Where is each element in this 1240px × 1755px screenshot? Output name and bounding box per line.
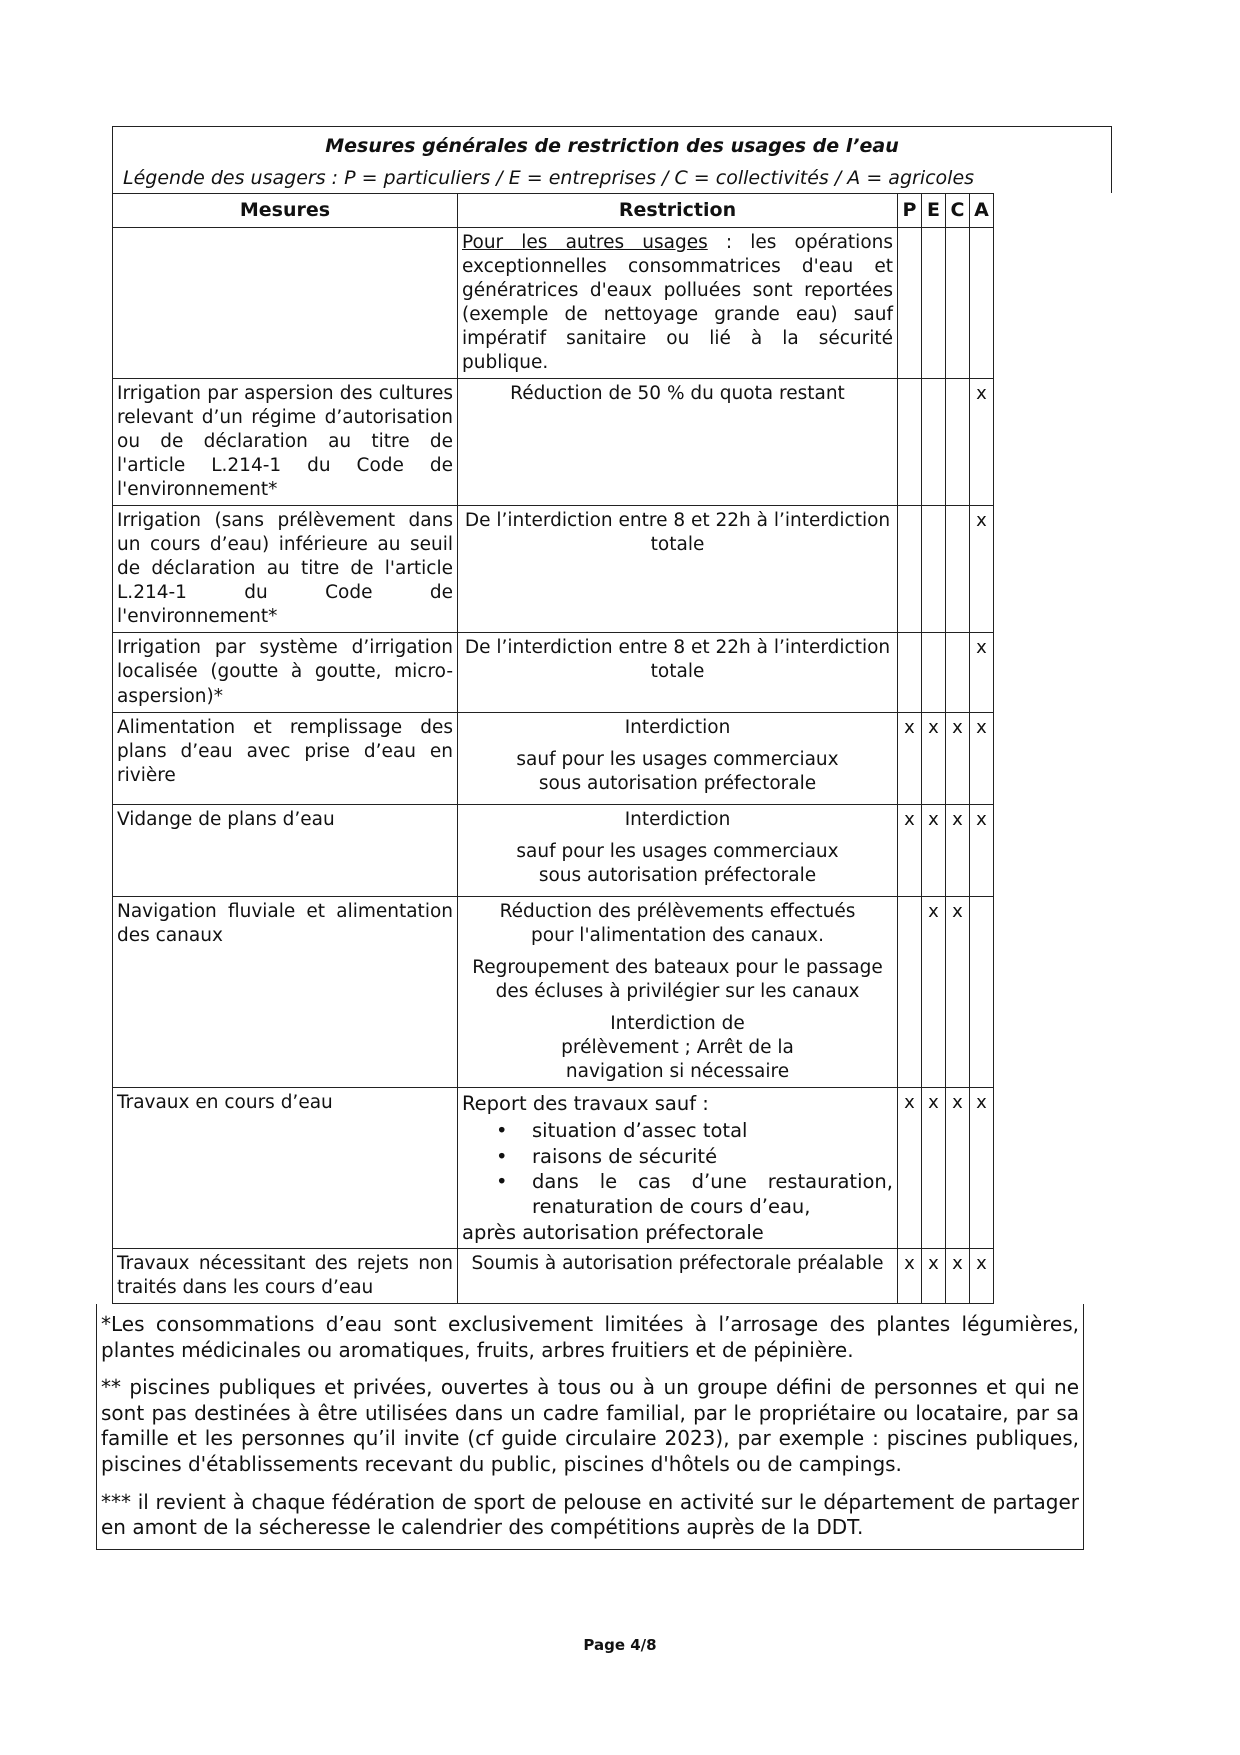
table-spacer bbox=[994, 227, 1113, 378]
page-number: Page 4/8 bbox=[583, 1636, 657, 1654]
cell-c bbox=[946, 506, 970, 633]
document bbox=[101, 126, 1112, 1550]
table-spacer bbox=[994, 712, 1113, 804]
cell-a: x bbox=[970, 378, 994, 505]
cell-p bbox=[898, 506, 922, 633]
restriction-cell bbox=[458, 896, 898, 1087]
cell-p: x bbox=[898, 1087, 922, 1248]
cell-e: x bbox=[922, 804, 946, 896]
cell-c: x bbox=[946, 1087, 970, 1248]
table-row bbox=[113, 896, 1113, 1087]
restriction-line: sauf pour les usages commerciaux sous autorisation préfectorale bbox=[516, 840, 839, 886]
cell-a bbox=[970, 227, 994, 378]
cell-a bbox=[970, 896, 994, 1087]
mesure-cell: Irrigation par aspersion des cultures relevant d’un régime d’autorisation ou de déclaration au titre de l'article L.214-1 du Code de l'environnement* bbox=[113, 378, 458, 505]
restriction-foot: après autorisation préfectorale bbox=[462, 1220, 764, 1244]
list-item: • dans le cas d’une restauration, renaturation de cours d’eau, bbox=[532, 1169, 893, 1220]
table-row bbox=[113, 1248, 1113, 1303]
mesure-cell: Vidange de plans d’eau bbox=[113, 804, 458, 896]
cell-c bbox=[946, 633, 970, 712]
mesure-cell: Travaux nécessitant des rejets non traités dans les cours d’eau bbox=[113, 1248, 458, 1303]
cell-e: x bbox=[922, 1248, 946, 1303]
cell-p bbox=[898, 896, 922, 1087]
cell-p bbox=[898, 227, 922, 378]
cell-a: x bbox=[970, 633, 994, 712]
restriction-line: Regroupement des bateaux pour le passage des écluses à privilégier sur les canaux bbox=[472, 956, 883, 1002]
restriction-bullet-list bbox=[462, 1118, 893, 1219]
restriction-cell bbox=[458, 378, 898, 505]
table-row bbox=[113, 227, 1113, 378]
cell-e bbox=[922, 378, 946, 505]
mesure-cell: Navigation fluviale et alimentation des canaux bbox=[113, 896, 458, 1087]
restriction-cell bbox=[458, 712, 898, 804]
table-row bbox=[113, 378, 1113, 505]
restriction-line: Interdiction de prélèvement ; Arrêt de la navigation si nécessaire bbox=[561, 1012, 794, 1082]
cell-a: x bbox=[970, 506, 994, 633]
cell-c: x bbox=[946, 1248, 970, 1303]
restriction-line: De l’interdiction entre 8 et 22h à l’interdiction totale bbox=[464, 510, 891, 556]
restriction-line: Soumis à autorisation préfectorale préalable bbox=[471, 1252, 884, 1274]
header-p: P bbox=[898, 194, 922, 228]
table-spacer bbox=[994, 896, 1113, 1087]
restrictions-table bbox=[112, 193, 1113, 1304]
cell-p: x bbox=[898, 712, 922, 804]
cell-p: x bbox=[898, 804, 922, 896]
table-row bbox=[113, 1087, 1113, 1248]
cell-c bbox=[946, 227, 970, 378]
table-spacer bbox=[994, 506, 1113, 633]
restriction-text: : les opérations exceptionnelles consommatrices d'eau et génératrices d'eaux polluées sont reportées (exemple de nettoyage grande eau) sauf impératif sanitaire ou lié à la sécurité publique. bbox=[462, 231, 894, 373]
users-legend: Légende des usagers : P = particuliers / E = entreprises / C = collectivités / A = agricoles bbox=[123, 167, 975, 189]
list-item: • situation d’assec total bbox=[532, 1118, 893, 1143]
cell-a: x bbox=[970, 712, 994, 804]
cell-e bbox=[922, 506, 946, 633]
cell-c: x bbox=[946, 896, 970, 1087]
restriction-head: Report des travaux sauf : bbox=[462, 1091, 709, 1115]
cell-c bbox=[946, 378, 970, 505]
footnote: ** piscines publiques et privées, ouvertes à tous ou à un groupe défini de personnes et qui ne sont pas destinées à être utilisées dans un cadre familial, par le propriétaire ou locataire, par sa famille et les personnes qu’il invite (cf guide circulaire 2023), par exemple : piscines publiques, piscines d'établissements recevant du public, piscines d'hôtels ou de campings. bbox=[101, 1375, 1079, 1477]
restriction-lead: Pour les autres usages bbox=[462, 231, 708, 253]
restriction-line: sauf pour les usages commerciaux sous autorisation préfectorale bbox=[516, 748, 839, 794]
cell-e bbox=[922, 633, 946, 712]
restriction-cell bbox=[458, 506, 898, 633]
table-header-box bbox=[112, 126, 1112, 193]
cell-e bbox=[922, 227, 946, 378]
mesure-cell: Alimentation et remplissage des plans d’eau avec prise d’eau en rivière bbox=[113, 712, 458, 804]
header-a: A bbox=[970, 194, 994, 228]
restriction-line: Réduction de 50 % du quota restant bbox=[510, 382, 845, 404]
cell-p bbox=[898, 378, 922, 505]
restriction-cell bbox=[458, 633, 898, 712]
table-row bbox=[113, 712, 1113, 804]
header-restriction: Restriction bbox=[458, 194, 898, 228]
list-item: • raisons de sécurité bbox=[532, 1144, 893, 1169]
restriction-line: Interdiction bbox=[624, 808, 731, 830]
footnote: *Les consommations d’eau sont exclusivement limitées à l’arrosage des plantes légumières, plantes médicinales ou aromatiques, fruits, arbres fruitiers et de pépinière. bbox=[101, 1312, 1079, 1362]
cell-e: x bbox=[922, 712, 946, 804]
restriction-line: De l’interdiction entre 8 et 22h à l’interdiction totale bbox=[464, 637, 891, 683]
footnotes bbox=[96, 1304, 1084, 1550]
table-spacer bbox=[994, 633, 1113, 712]
header-c: C bbox=[946, 194, 970, 228]
table-row bbox=[113, 506, 1113, 633]
restriction-cell bbox=[458, 1087, 898, 1248]
table-spacer bbox=[994, 378, 1113, 505]
restriction-cell bbox=[458, 804, 898, 896]
table-spacer bbox=[994, 1248, 1113, 1303]
mesure-cell: Irrigation (sans prélèvement dans un cours d’eau) inférieure au seuil de déclaration au titre de l'article L.214-1 du Code de l'environnement* bbox=[113, 506, 458, 633]
cell-a: x bbox=[970, 1087, 994, 1248]
footnote: *** il revient à chaque fédération de sport de pelouse en activité sur le département de partager en amont de la sécheresse le calendrier des compétitions auprès de la DDT. bbox=[101, 1489, 1079, 1540]
cell-c: x bbox=[946, 804, 970, 896]
header-mesures: Mesures bbox=[113, 194, 458, 228]
cell-e: x bbox=[922, 896, 946, 1087]
table-header-row bbox=[113, 194, 1113, 228]
document-title: Mesures générales de restriction des usages de l’eau bbox=[325, 135, 899, 157]
cell-a: x bbox=[970, 804, 994, 896]
header-e: E bbox=[922, 194, 946, 228]
cell-e: x bbox=[922, 1087, 946, 1248]
table-row bbox=[113, 804, 1113, 896]
restriction-line: Interdiction bbox=[624, 716, 731, 738]
mesure-cell: Travaux en cours d’eau bbox=[113, 1087, 458, 1248]
cell-p bbox=[898, 633, 922, 712]
table-spacer bbox=[994, 1087, 1113, 1248]
cell-p: x bbox=[898, 1248, 922, 1303]
mesure-cell bbox=[113, 227, 458, 378]
restriction-cell bbox=[458, 227, 898, 378]
restriction-cell bbox=[458, 1248, 898, 1303]
table-spacer bbox=[994, 804, 1113, 896]
cell-a: x bbox=[970, 1248, 994, 1303]
table-spacer bbox=[994, 194, 1113, 228]
cell-c: x bbox=[946, 712, 970, 804]
restriction-line: Réduction des prélèvements effectués pour l'alimentation des canaux. bbox=[499, 900, 856, 946]
mesure-cell: Irrigation par système d’irrigation localisée (goutte à goutte, micro-aspersion)* bbox=[113, 633, 458, 712]
table-row bbox=[113, 633, 1113, 712]
